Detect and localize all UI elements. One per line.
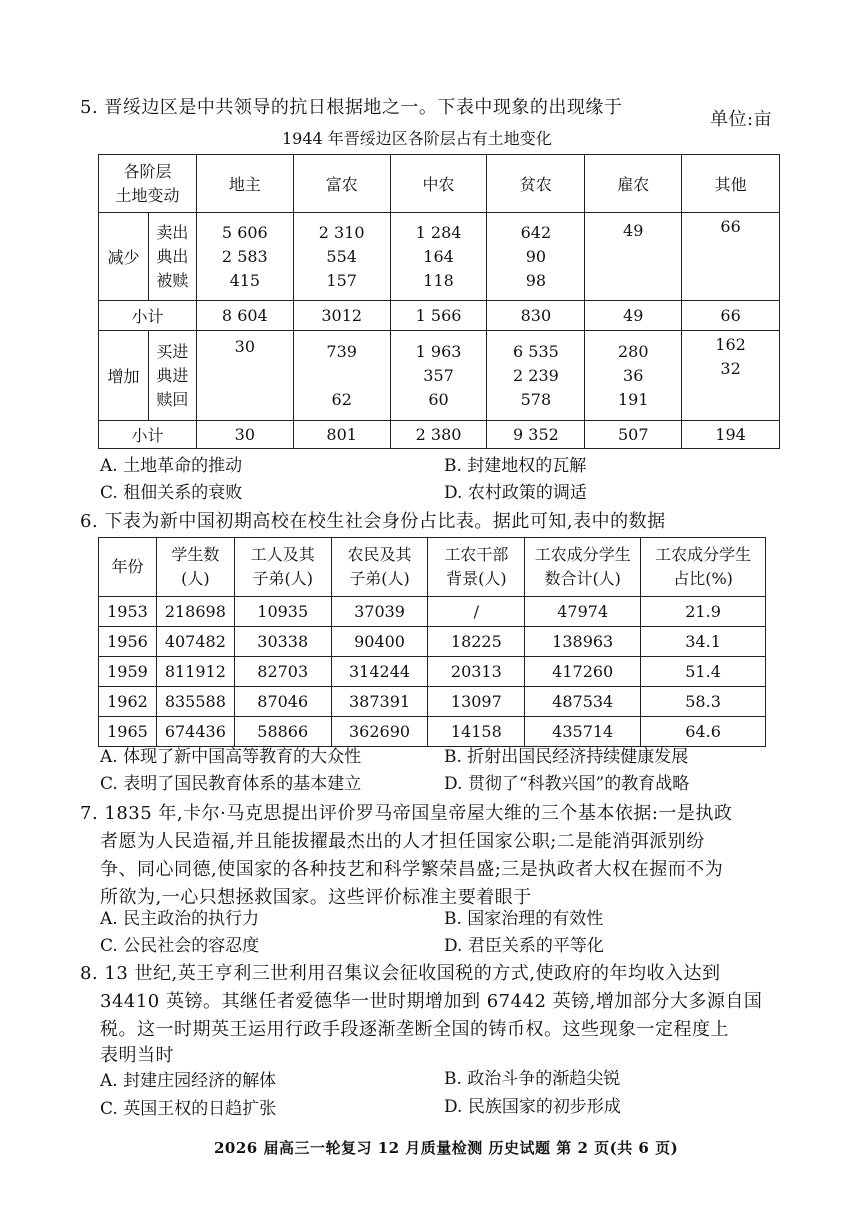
q7-option-d[interactable]: D. 君臣关系的平等化 bbox=[444, 936, 604, 956]
cell bbox=[682, 331, 780, 421]
value: 578 bbox=[520, 389, 552, 409]
subtotal-cell: 30 bbox=[196, 421, 293, 449]
cell: 51.4 bbox=[641, 657, 766, 687]
cell: 314244 bbox=[331, 657, 428, 687]
table-header-row bbox=[99, 538, 766, 597]
item-buy: 买进 bbox=[156, 341, 189, 361]
page-footer: 2026 届高三一轮复习 12 月质量检测 历史试题 第 2 页(共 6 页) bbox=[214, 1139, 679, 1157]
value: 98 bbox=[525, 270, 547, 290]
value: 2 239 bbox=[513, 365, 559, 385]
value: 1 284 bbox=[415, 222, 462, 242]
q6-option-a[interactable]: A. 体现了新中国高等教育的大众性 bbox=[100, 747, 362, 767]
table-header-row bbox=[99, 155, 780, 213]
cell bbox=[390, 331, 487, 421]
student-identity-table bbox=[98, 537, 766, 747]
header-corner bbox=[99, 155, 197, 213]
cell: 14158 bbox=[428, 717, 525, 747]
subtotal-label: 小计 bbox=[99, 421, 197, 449]
col-header-students bbox=[156, 538, 234, 597]
q5-stem: 5. 晋绥边区是中共领导的抗日根据地之一。下表中现象的出现缘于 bbox=[80, 97, 623, 118]
col-header: 富农 bbox=[293, 155, 390, 213]
q7-option-a[interactable]: A. 民主政治的执行力 bbox=[100, 909, 260, 929]
cell: 10935 bbox=[234, 597, 331, 627]
item-redeemed: 被赎 bbox=[156, 270, 189, 290]
subtotal-cell: 801 bbox=[293, 421, 390, 449]
value: 554 bbox=[326, 246, 357, 266]
item-mortgage-in: 典进 bbox=[156, 365, 189, 385]
cell: 1965 bbox=[99, 717, 157, 747]
q7-stem-line4: 所欲为,一心只想拯救国家。这些评价标准主要着眼于 bbox=[100, 887, 532, 908]
cell: 362690 bbox=[331, 717, 428, 747]
cell: 835588 bbox=[156, 687, 234, 717]
value: 164 bbox=[423, 246, 454, 266]
value: 118 bbox=[423, 270, 454, 290]
cell bbox=[196, 213, 293, 301]
value: 157 bbox=[326, 270, 357, 290]
value: 60 bbox=[428, 389, 449, 409]
cell bbox=[487, 213, 585, 301]
increase-subtotal-row bbox=[99, 421, 780, 449]
col-header: 其他 bbox=[682, 155, 780, 213]
header-text: 子弟(人) bbox=[252, 569, 313, 588]
decrease-row bbox=[99, 213, 780, 301]
value: 32 bbox=[720, 359, 741, 378]
value: 2 310 bbox=[318, 222, 365, 242]
decrease-items bbox=[148, 213, 196, 301]
cell: 64.6 bbox=[641, 717, 766, 747]
cell: / bbox=[428, 597, 525, 627]
q7-stem-line2: 者愿为人民造福,并且能拔擢最杰出的人才担任国家公职;二是能消弭派别纷 bbox=[100, 831, 705, 852]
item-redeem-back: 赎回 bbox=[156, 389, 189, 409]
col-header-workers bbox=[234, 538, 331, 597]
col-header: 中农 bbox=[390, 155, 487, 213]
value: 1 963 bbox=[415, 341, 462, 361]
header-corner-line2: 土地变动 bbox=[115, 185, 180, 205]
increase-row bbox=[99, 331, 780, 421]
subtotal-cell: 830 bbox=[487, 301, 585, 331]
cell: 37039 bbox=[331, 597, 428, 627]
q5-table-caption: 1944 年晋绥边区各阶层占有土地变化 bbox=[282, 129, 552, 148]
header-text: 工农成分学生 bbox=[534, 545, 631, 564]
cell: 58.3 bbox=[641, 687, 766, 717]
cell: 82703 bbox=[234, 657, 331, 687]
cell: 218698 bbox=[156, 597, 234, 627]
subtotal-cell: 194 bbox=[682, 421, 780, 449]
decrease-subtotal-row bbox=[99, 301, 780, 331]
value: 2 583 bbox=[221, 246, 268, 266]
q5-unit: 单位:亩 bbox=[710, 109, 773, 130]
value: 357 bbox=[423, 365, 454, 385]
cell bbox=[585, 213, 682, 301]
cell: 21.9 bbox=[641, 597, 766, 627]
increase-items bbox=[148, 331, 196, 421]
cell: 34.1 bbox=[641, 627, 766, 657]
q7-option-b[interactable]: B. 国家治理的有效性 bbox=[444, 909, 604, 929]
cell: 20313 bbox=[428, 657, 525, 687]
cell: 1956 bbox=[99, 627, 157, 657]
decrease-label: 减少 bbox=[99, 213, 149, 301]
value: 6 535 bbox=[513, 341, 559, 361]
subtotal-label: 小计 bbox=[99, 301, 197, 331]
q7-option-c[interactable]: C. 公民社会的容忍度 bbox=[100, 936, 260, 956]
col-header: 地主 bbox=[196, 155, 293, 213]
value: 49 bbox=[623, 221, 644, 240]
q5-option-a[interactable]: A. 土地革命的推动 bbox=[100, 456, 243, 476]
table-row bbox=[99, 627, 766, 657]
cell: 1959 bbox=[99, 657, 157, 687]
subtotal-cell: 9 352 bbox=[487, 421, 585, 449]
cell bbox=[682, 213, 780, 301]
q8-option-c[interactable]: C. 英国王权的日趋扩张 bbox=[100, 1099, 277, 1119]
subtotal-cell: 507 bbox=[585, 421, 682, 449]
q5-option-d[interactable]: D. 农村政策的调适 bbox=[444, 483, 587, 503]
q8-option-a[interactable]: A. 封建庄园经济的解体 bbox=[100, 1071, 277, 1091]
header-text: (人) bbox=[181, 569, 210, 588]
land-change-table bbox=[98, 154, 780, 449]
value: 66 bbox=[720, 217, 741, 236]
header-text: 子弟(人) bbox=[349, 569, 410, 588]
header-text: 年份 bbox=[111, 557, 144, 576]
table-row bbox=[99, 657, 766, 687]
cell: 435714 bbox=[525, 717, 641, 747]
q5-option-b[interactable]: B. 封建地权的瓦解 bbox=[444, 456, 587, 476]
q6-option-c[interactable]: C. 表明了国民教育体系的基本建立 bbox=[100, 774, 362, 794]
value: 415 bbox=[229, 270, 261, 290]
cell: 487534 bbox=[525, 687, 641, 717]
value: 642 bbox=[520, 222, 552, 242]
value: 90 bbox=[525, 246, 547, 266]
value: 62 bbox=[331, 389, 352, 409]
q8-stem-line1: 8. 13 世纪,英王亨利三世利用召集议会征收国税的方式,使政府的年均收入达到 bbox=[80, 963, 721, 984]
subtotal-cell: 2 380 bbox=[390, 421, 487, 449]
cell bbox=[585, 331, 682, 421]
header-text: 农民及其 bbox=[347, 545, 412, 564]
col-header-peasants bbox=[331, 538, 428, 597]
cell bbox=[293, 213, 390, 301]
subtotal-cell: 66 bbox=[682, 301, 780, 331]
col-header: 贫农 bbox=[487, 155, 585, 213]
value: 739 bbox=[326, 341, 357, 361]
q8-stem-line2: 34410 英镑。其继任者爱德华一世时期增加到 67442 英镑,增加部分大多源自国 bbox=[100, 991, 763, 1012]
q7-stem-line1: 7. 1835 年,卡尔·马克思提出评价罗马帝国皇帝屋大维的三个基本依据:一是执政 bbox=[80, 803, 733, 824]
q6-stem: 6. 下表为新中国初期高校在校生社会身份占比表。据此可知,表中的数据 bbox=[80, 511, 666, 532]
cell: 18225 bbox=[428, 627, 525, 657]
header-text: 背景(人) bbox=[446, 569, 507, 588]
cell: 87046 bbox=[234, 687, 331, 717]
subtotal-cell: 3012 bbox=[293, 301, 390, 331]
q8-stem-line3: 税。这一时期英王运用行政手段逐渐垄断全国的铸币权。这些现象一定程度上 bbox=[100, 1019, 729, 1040]
cell bbox=[196, 331, 293, 421]
cell: 90400 bbox=[331, 627, 428, 657]
cell: 13097 bbox=[428, 687, 525, 717]
cell: 1953 bbox=[99, 597, 157, 627]
value: 162 bbox=[715, 335, 746, 354]
cell: 417260 bbox=[525, 657, 641, 687]
table-row bbox=[99, 717, 766, 747]
cell: 811912 bbox=[156, 657, 234, 687]
header-corner-line1: 各阶层 bbox=[123, 161, 172, 181]
q8-option-b[interactable]: B. 政治斗争的渐趋尖锐 bbox=[444, 1069, 621, 1089]
q6-option-d[interactable]: D. 贯彻了“科教兴国”的教育战略 bbox=[444, 774, 690, 794]
subtotal-cell: 49 bbox=[585, 301, 682, 331]
cell: 138963 bbox=[525, 627, 641, 657]
col-header-year bbox=[99, 538, 157, 597]
header-text: 数合计(人) bbox=[544, 569, 621, 588]
table-row bbox=[99, 597, 766, 627]
value: 191 bbox=[617, 389, 649, 409]
cell: 387391 bbox=[331, 687, 428, 717]
subtotal-cell: 1 566 bbox=[390, 301, 487, 331]
col-header-cadres bbox=[428, 538, 525, 597]
q7-stem-line3: 争、同心同德,使国家的各种技艺和科学繁荣昌盛;三是执政者大权在握而不为 bbox=[100, 859, 724, 880]
col-header-ratio bbox=[641, 538, 766, 597]
header-text: 占比(%) bbox=[673, 569, 733, 588]
increase-label: 增加 bbox=[99, 331, 149, 421]
col-header: 雇农 bbox=[585, 155, 682, 213]
blank bbox=[294, 364, 390, 388]
value: 30 bbox=[234, 337, 256, 356]
value: 280 bbox=[617, 341, 649, 361]
cell: 674436 bbox=[156, 717, 234, 747]
value: 5 606 bbox=[221, 222, 268, 242]
cell: 47974 bbox=[525, 597, 641, 627]
cell: 30338 bbox=[234, 627, 331, 657]
item-sell: 卖出 bbox=[156, 222, 189, 242]
table-row bbox=[99, 687, 766, 717]
cell: 1962 bbox=[99, 687, 157, 717]
header-text: 学生数 bbox=[171, 545, 220, 564]
q6-option-b[interactable]: B. 折射出国民经济持续健康发展 bbox=[444, 747, 689, 767]
col-header-total bbox=[525, 538, 641, 597]
value: 36 bbox=[623, 365, 644, 385]
item-mortgage-out: 典出 bbox=[156, 246, 189, 266]
q8-option-d[interactable]: D. 民族国家的初步形成 bbox=[444, 1097, 621, 1117]
subtotal-cell: 8 604 bbox=[196, 301, 293, 331]
header-text: 工人及其 bbox=[250, 545, 315, 564]
header-text: 工农干部 bbox=[444, 545, 509, 564]
q8-stem-line4: 表明当时 bbox=[100, 1045, 174, 1066]
cell bbox=[293, 331, 390, 421]
cell: 407482 bbox=[156, 627, 234, 657]
cell bbox=[487, 331, 585, 421]
cell: 58866 bbox=[234, 717, 331, 747]
header-text: 工农成分学生 bbox=[655, 545, 752, 564]
q5-option-c[interactable]: C. 租佃关系的衰败 bbox=[100, 483, 243, 503]
cell bbox=[390, 213, 487, 301]
